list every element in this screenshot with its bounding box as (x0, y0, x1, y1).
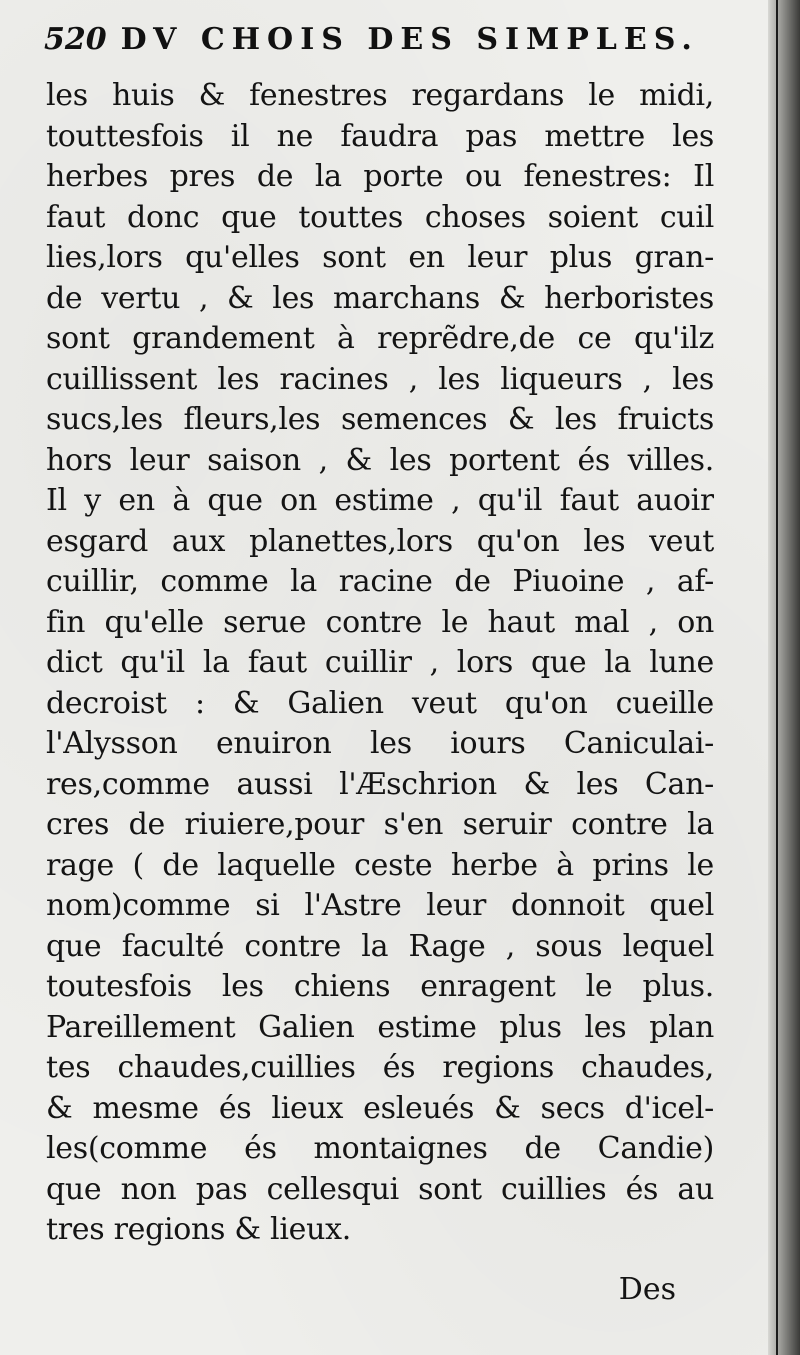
text-line: sont grandement à reprẽdre,de ce qu'ilz (46, 321, 714, 356)
text-line: Il y en à que on estime , qu'il faut auoir (46, 483, 714, 518)
text-line: lies,lors qu'elles sont en leur plus gran- (46, 240, 714, 275)
text-line: dict qu'il la faut cuillir , lors que la lune (46, 645, 714, 680)
text-line: rage ( de laquelle ceste herbe à prins le (46, 847, 714, 883)
page-number: 520 (44, 22, 107, 57)
page-edge (776, 0, 778, 1355)
text-line: cuillissent les racines , les liqueurs , les (46, 361, 714, 397)
text-line: esgard aux planettes,lors qu'on les veut (46, 523, 714, 559)
text-line: herbes pres de la porte ou fenestres: Il (46, 159, 714, 194)
body-text (46, 76, 714, 1251)
text-line: de vertu , & les marchans & herboristes (46, 280, 714, 316)
text-line: que faculté contre la Rage , sous lequel (46, 928, 714, 964)
text-line: les(comme és montaignes de Candie) (46, 1131, 714, 1166)
book-gutter (768, 0, 800, 1355)
text-line: fin qu'elle serue contre le haut mal , on (46, 604, 714, 640)
text-line: cres de riuiere,pour s'en seruir contre la (46, 807, 714, 842)
text-line: & mesme és lieux esleués & secs d'icel- (46, 1090, 714, 1126)
text-line: hors leur saison , & les portent és villes. (46, 442, 714, 478)
text-line: res,comme aussi l'Æschrion & les Can- (46, 766, 714, 802)
catchword: Des (618, 1272, 676, 1307)
text-line: que non pas cellesqui sont cuillies és au (46, 1171, 714, 1207)
text-line: tres regions & lieux. (46, 1212, 351, 1247)
text-line: cuillir, comme la racine de Piuoine , af- (46, 564, 714, 599)
text-line: decroist : & Galien veut qu'on cueille (46, 685, 714, 721)
text-line: sucs,les fleurs,les semences & les fruicts (46, 402, 714, 437)
running-header (44, 22, 699, 57)
text-line: les huis & fenestres regardans le midi, (46, 78, 714, 113)
running-title: DV CHOIS DES SIMPLES. (120, 22, 699, 57)
text-line: Pareillement Galien estime plus les plan (46, 1009, 714, 1045)
text-line: faut donc que touttes choses soient cuil (46, 199, 714, 235)
text-line: tes chaudes,cuillies és regions chaudes, (46, 1050, 714, 1085)
text-line: touttesfois il ne faudra pas mettre les (46, 118, 714, 154)
text-line: nom)comme si l'Astre leur donnoit quel (46, 888, 714, 923)
text-line: toutesfois les chiens enragent le plus. (46, 969, 714, 1004)
text-line: l'Alysson enuiron les iours Caniculai- (46, 726, 714, 761)
